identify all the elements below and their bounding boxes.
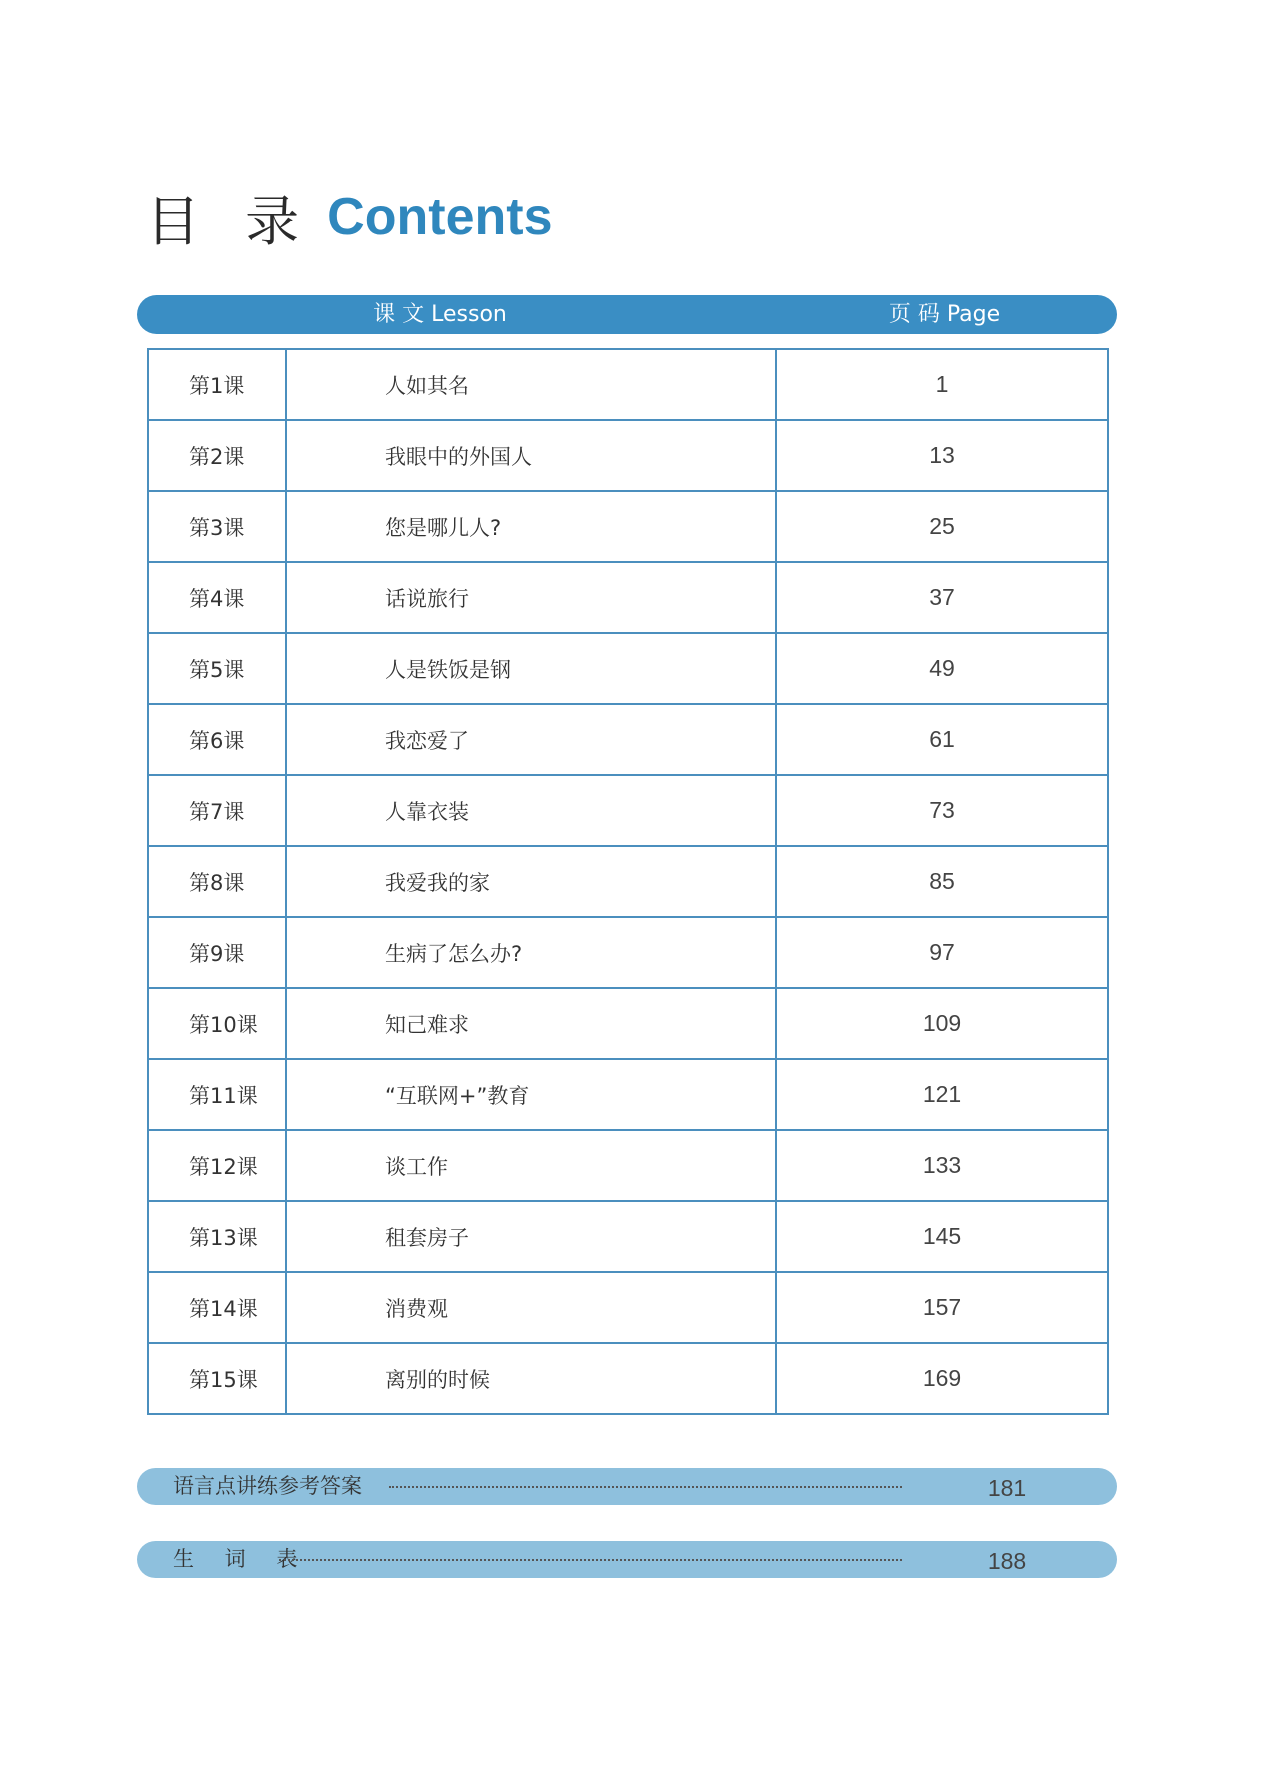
lesson-title[interactable]: 租套房子: [286, 1201, 776, 1272]
table-row[interactable]: [148, 349, 1108, 420]
table-row[interactable]: [148, 1201, 1108, 1272]
lesson-number: 第4课: [148, 562, 286, 633]
table-row[interactable]: [148, 917, 1108, 988]
lesson-page: 49: [776, 633, 1108, 704]
vocabulary-entry[interactable]: [137, 1541, 1117, 1578]
vocabulary-label: 生 词 表: [173, 1547, 310, 1571]
lesson-title[interactable]: 知己难求: [286, 988, 776, 1059]
lesson-title[interactable]: 离别的时候: [286, 1343, 776, 1414]
lesson-number: 第5课: [148, 633, 286, 704]
lesson-number: 第8课: [148, 846, 286, 917]
lesson-title[interactable]: 我恋爱了: [286, 704, 776, 775]
lesson-number: 第6课: [148, 704, 286, 775]
lesson-page: 73: [776, 775, 1108, 846]
lesson-title[interactable]: 我眼中的外国人: [286, 420, 776, 491]
lesson-page: 121: [776, 1059, 1108, 1130]
lesson-number: 第9课: [148, 917, 286, 988]
lesson-number: 第1课: [148, 349, 286, 420]
lesson-number: 第11课: [148, 1059, 286, 1130]
lesson-page: 25: [776, 491, 1108, 562]
table-row[interactable]: [148, 562, 1108, 633]
lesson-page: 109: [776, 988, 1108, 1059]
lesson-page: 13: [776, 420, 1108, 491]
lesson-number: 第10课: [148, 988, 286, 1059]
dot-leader: [389, 1486, 902, 1488]
lesson-number: 第2课: [148, 420, 286, 491]
lesson-number: 第12课: [148, 1130, 286, 1201]
lesson-title[interactable]: 您是哪儿人?: [286, 491, 776, 562]
table-row[interactable]: [148, 491, 1108, 562]
table-row[interactable]: [148, 846, 1108, 917]
lesson-title[interactable]: 谈工作: [286, 1130, 776, 1201]
table-row[interactable]: [148, 704, 1108, 775]
lesson-number: 第3课: [148, 491, 286, 562]
lesson-page: 145: [776, 1201, 1108, 1272]
lesson-number: 第15课: [148, 1343, 286, 1414]
lesson-title[interactable]: 人靠衣装: [286, 775, 776, 846]
lesson-page: 85: [776, 846, 1108, 917]
lesson-page: 61: [776, 704, 1108, 775]
table-header-bar: [137, 295, 1117, 334]
lesson-number: 第13课: [148, 1201, 286, 1272]
answers-entry[interactable]: [137, 1468, 1117, 1505]
answers-page: 181: [987, 1475, 1027, 1501]
lesson-title[interactable]: “互联网+”教育: [286, 1059, 776, 1130]
lesson-page: 169: [776, 1343, 1108, 1414]
lesson-title[interactable]: 人如其名: [286, 349, 776, 420]
lesson-page: 133: [776, 1130, 1108, 1201]
table-row[interactable]: [148, 1343, 1108, 1414]
table-row[interactable]: [148, 1130, 1108, 1201]
lesson-title[interactable]: 消费观: [286, 1272, 776, 1343]
header-lesson-label: 课 文 Lesson: [373, 302, 507, 327]
vocabulary-page: 188: [987, 1548, 1027, 1574]
lesson-page: 97: [776, 917, 1108, 988]
page-title-chinese: 目 录: [146, 189, 314, 253]
table-row[interactable]: [148, 1059, 1108, 1130]
lesson-page: 1: [776, 349, 1108, 420]
table-row[interactable]: [148, 988, 1108, 1059]
page-title: [146, 182, 553, 252]
header-page-label: 页 码 Page: [888, 302, 1001, 327]
lesson-title[interactable]: 我爱我的家: [286, 846, 776, 917]
table-row[interactable]: [148, 633, 1108, 704]
table-row[interactable]: [148, 775, 1108, 846]
lesson-page: 157: [776, 1272, 1108, 1343]
lesson-title[interactable]: 生病了怎么办?: [286, 917, 776, 988]
lesson-page: 37: [776, 562, 1108, 633]
table-row[interactable]: [148, 1272, 1108, 1343]
dot-leader: [279, 1559, 902, 1561]
lesson-title[interactable]: 话说旅行: [286, 562, 776, 633]
lesson-number: 第7课: [148, 775, 286, 846]
table-row[interactable]: [148, 420, 1108, 491]
page-title-english: Contents: [327, 188, 553, 246]
answers-label: 语言点讲练参考答案: [173, 1474, 362, 1498]
toc-table: [147, 348, 1109, 1415]
lesson-title[interactable]: 人是铁饭是钢: [286, 633, 776, 704]
lesson-number: 第14课: [148, 1272, 286, 1343]
